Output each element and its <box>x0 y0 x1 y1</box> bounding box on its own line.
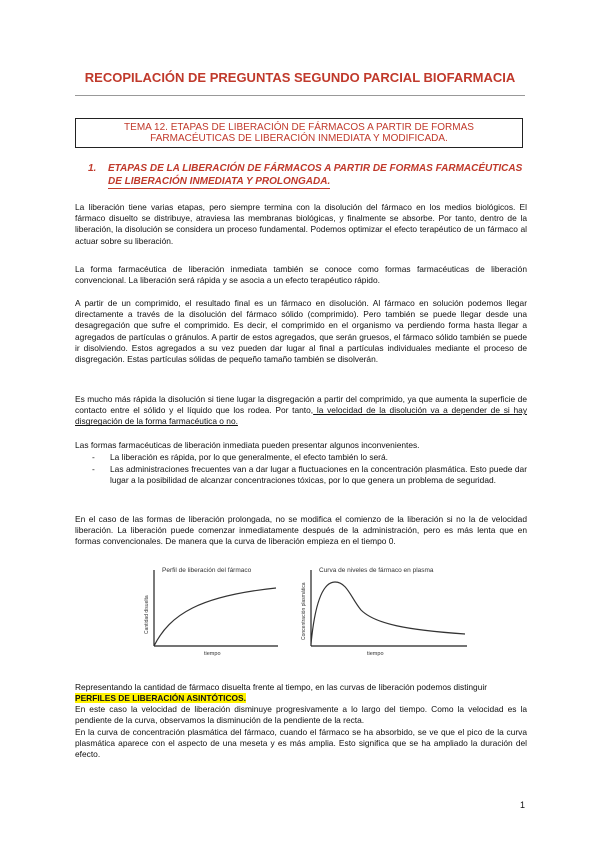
paragraph-3: A partir de un comprimido, el resultado final es un fármaco en disolución. Al fármaco en solución podemos llegar directamente a través de la disolución del fármaco sólido (comprimido). Pero también se puede llegar desde una desagregación que sufre el comprimido. Es decir, el comprimido en el organismo va perdiendo forma hasta llegar a agregados de partículas o gránulos. A partir de estos agregados, que serán gruesos, el fármaco sólido también se puede ir disolviendo. Estos agregados a su vez pueden dar lugar al final a partículas individuales mediante el proceso de disgregación. Estas partículas sólidas de pequeño tamaño también se disolverán. <box>75 298 527 365</box>
title-divider <box>75 95 525 96</box>
paragraph-9: En la curva de concentración plasmática del fármaco, cuando el fármaco se ha absorbido, se ve que el pico de la curva plasmática aparece con el aspecto de una meseta y es más amplia. Esto significa que se ha ampliado la duración del efecto. <box>75 727 527 760</box>
figure-release-profile <box>140 562 280 658</box>
paragraph-2: La forma farmacéutica de liberación inmediata también se conoce como formas farmacéuticas de liberación convencional. La liberación será rápida y se asocia a un efecto terapéutico rápido. <box>75 264 527 286</box>
section-number: 1. <box>88 163 97 174</box>
figure-right-curve <box>311 582 465 644</box>
paragraph-1: La liberación tiene varias etapas, pero siempre termina con la disolución del fármaco en los medios biológicos. El fármaco disuelto se distribuye, atraviesa las membranas biológicas, y finalmente se absorbe. Por tanto, dentro de la liberación, la disolución se considera un proceso fundamental. Podemos optimizar el efecto terapéutico de un fármaco al actuar sobre su liberación. <box>75 202 527 246</box>
paragraph-8: En este caso la velocidad de liberación disminuye progresivamente a lo largo del tiempo. Como la velocidad es la pendiente de la curva, observamos la disminución de la pendiente de la recta. <box>75 704 527 726</box>
page-number: 1 <box>520 800 526 810</box>
topic-line-1: TEMA 12. ETAPAS DE LIBERACIÓN DE FÁRMACOS A PARTIR DE FORMAS <box>124 122 474 133</box>
paragraph-4 <box>75 394 527 428</box>
paragraph-7-text: Representando la cantidad de fármaco disuelta frente al tiempo, en las curvas de liberación podemos distinguir <box>75 682 488 692</box>
paragraph-7-highlight: PERFILES DE LIBERACIÓN ASINTÓTICOS. <box>75 693 246 704</box>
figure-right-title: Curva de niveles de fármaco en plasma <box>319 567 434 574</box>
figure-left-curve <box>154 588 276 646</box>
topic-box <box>75 118 523 148</box>
page-title: RECOPILACIÓN DE PREGUNTAS SEGUNDO PARCIAL BIOFARMACIA <box>84 70 516 85</box>
paragraph-4-text: Es mucho más rápida la disolución si tiene lugar la disgregación a partir del comprimido, ya que aumenta la superficie de contacto entre el sólido y el líquido que los rodea. Por tanto, <box>75 394 527 416</box>
paragraph-5: Las formas farmacéuticas de liberación inmediata pueden presentar algunos inconvenientes. <box>75 440 420 450</box>
figure-left-title: Perfil de liberación del fármaco <box>162 567 252 574</box>
bullet-1: La liberación es rápida, por lo que generalmente, el efecto también lo será. <box>110 452 388 462</box>
figure-left-ylabel: Cantidad disuelta <box>144 595 150 634</box>
paragraph-6: En el caso de las formas de liberación prolongada, no se modifica el comienzo de la liberación si no la de velocidad liberación. La liberación puede comenzar inmediatamente después de la administración, pero es más lenta que en formas convencionales. De manera que la curva de liberación empieza en el tiempo 0. <box>75 514 527 547</box>
bullet-2: Las administraciones frecuentes van a dar lugar a fluctuaciones en la concentración plasmática. Esto puede dar lugar a la posibilidad de alcanzar concentraciones tóxicas, por lo que genera un problema de seguridad. <box>110 464 527 486</box>
paragraph-4-underlined: la velocidad de la disolución va a depender de si hay disgregación de la forma farmacéutica o no. <box>75 405 528 427</box>
figure-left-xlabel: tiempo <box>204 651 221 657</box>
figure-plasma-curve <box>297 562 472 658</box>
section-heading-line-1: ETAPAS DE LA LIBERACIÓN DE FÁRMACOS A PARTIR DE FORMAS FARMACÉUTICAS <box>108 163 523 174</box>
bullet-dash-1: - <box>92 452 95 462</box>
figure-right-xlabel: tiempo <box>367 651 384 657</box>
paragraph-7 <box>75 682 527 704</box>
topic-line-2: FARMACÉUTICAS DE LIBERACIÓN INMEDIATA Y MODIFICADA. <box>150 133 448 144</box>
bullet-dash-2: - <box>92 464 95 474</box>
figure-right-ylabel: Concentración plasmática <box>301 582 307 640</box>
section-heading-line-2: DE LIBERACIÓN INMEDIATA Y PROLONGADA. <box>108 176 331 187</box>
